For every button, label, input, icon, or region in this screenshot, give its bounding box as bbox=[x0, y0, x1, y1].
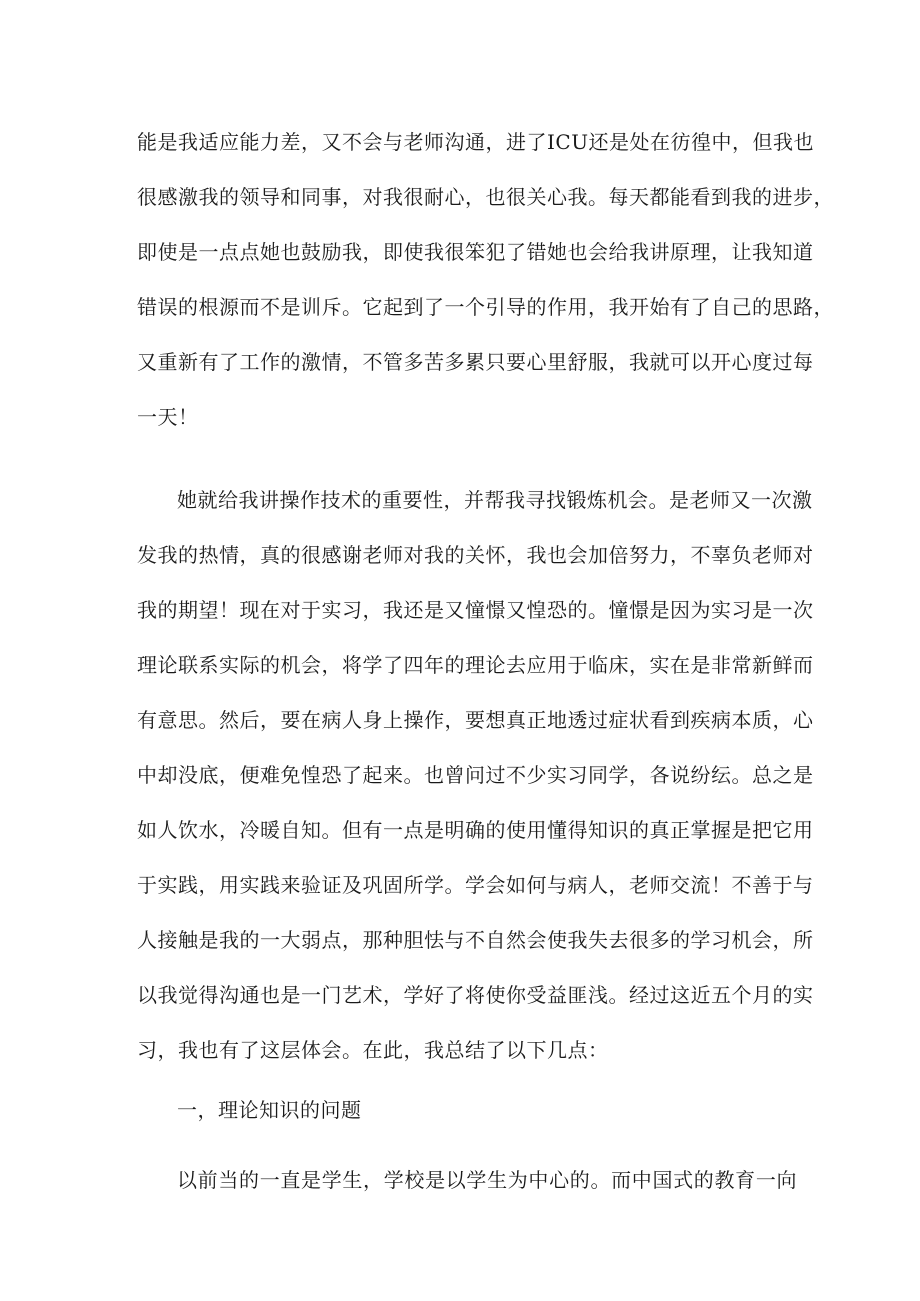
paragraph-2 bbox=[137, 473, 814, 1078]
text-line: 以我觉得沟通也是一门艺术，学好了将使你受益匪浅。经过这近五个月的实 bbox=[137, 983, 814, 1007]
text-line: 人接触是我的一大弱点，那种胆怯与不自然会使我失去很多的学习机会，所 bbox=[137, 928, 814, 952]
heading-text: 一，理论知识的问题 bbox=[177, 1098, 362, 1122]
text-line: 理论联系实际的机会，将学了四年的理论去应用于临床，实在是非常新鲜而 bbox=[137, 653, 814, 677]
text-line: 发我的热情，真的很感谢老师对我的关怀，我也会加倍努力，不辜负老师对 bbox=[137, 543, 814, 567]
text-line: 中却没底，便难免惶恐了起来。也曾问过不少实习同学，各说纷纭。总之是 bbox=[137, 763, 814, 787]
text-line: 如人饮水，冷暖自知。但有一点是明确的使用懂得知识的真正掌握是把它用 bbox=[137, 818, 814, 842]
text-line: 即使是一点点她也鼓励我，即使我很笨犯了错她也会给我讲原理，让我知道 bbox=[137, 240, 814, 264]
paragraph-4 bbox=[137, 1153, 797, 1208]
text-line: 又重新有了工作的激情，不管多苦多累只要心里舒服，我就可以开心度过每 bbox=[137, 350, 814, 374]
text-line: 于实践，用实践来验证及巩固所学。学会如何与病人，老师交流！不善于与 bbox=[137, 873, 814, 897]
text-line: 她就给我讲操作技术的重要性，并帮我寻找锻炼机会。是老师又一次激 bbox=[177, 488, 813, 512]
paragraph-1 bbox=[137, 115, 834, 445]
text-line: 习，我也有了这层体会。在此，我总结了以下几点： bbox=[137, 1038, 609, 1062]
text-line: 以前当的一直是学生，学校是以学生为中心的。而中国式的教育一向 bbox=[177, 1168, 797, 1192]
text-line: 很感激我的领导和同事，对我很耐心，也很关心我。每天都能看到我的进步， bbox=[137, 185, 834, 209]
section-heading bbox=[137, 1083, 797, 1138]
text-line: 一天！ bbox=[137, 405, 199, 429]
text-line: 错误的根源而不是训斥。它起到了一个引导的作用，我开始有了自己的思路， bbox=[137, 295, 834, 319]
text-line: 我的期望！现在对于实习，我还是又憧憬又惶恐的。憧憬是因为实习是一次 bbox=[137, 598, 814, 622]
text-line: 能是我适应能力差，又不会与老师沟通，进了ICU还是处在彷徨中，但我也 bbox=[137, 130, 815, 154]
text-line: 有意思。然后，要在病人身上操作，要想真正地透过症状看到疾病本质，心 bbox=[137, 708, 814, 732]
